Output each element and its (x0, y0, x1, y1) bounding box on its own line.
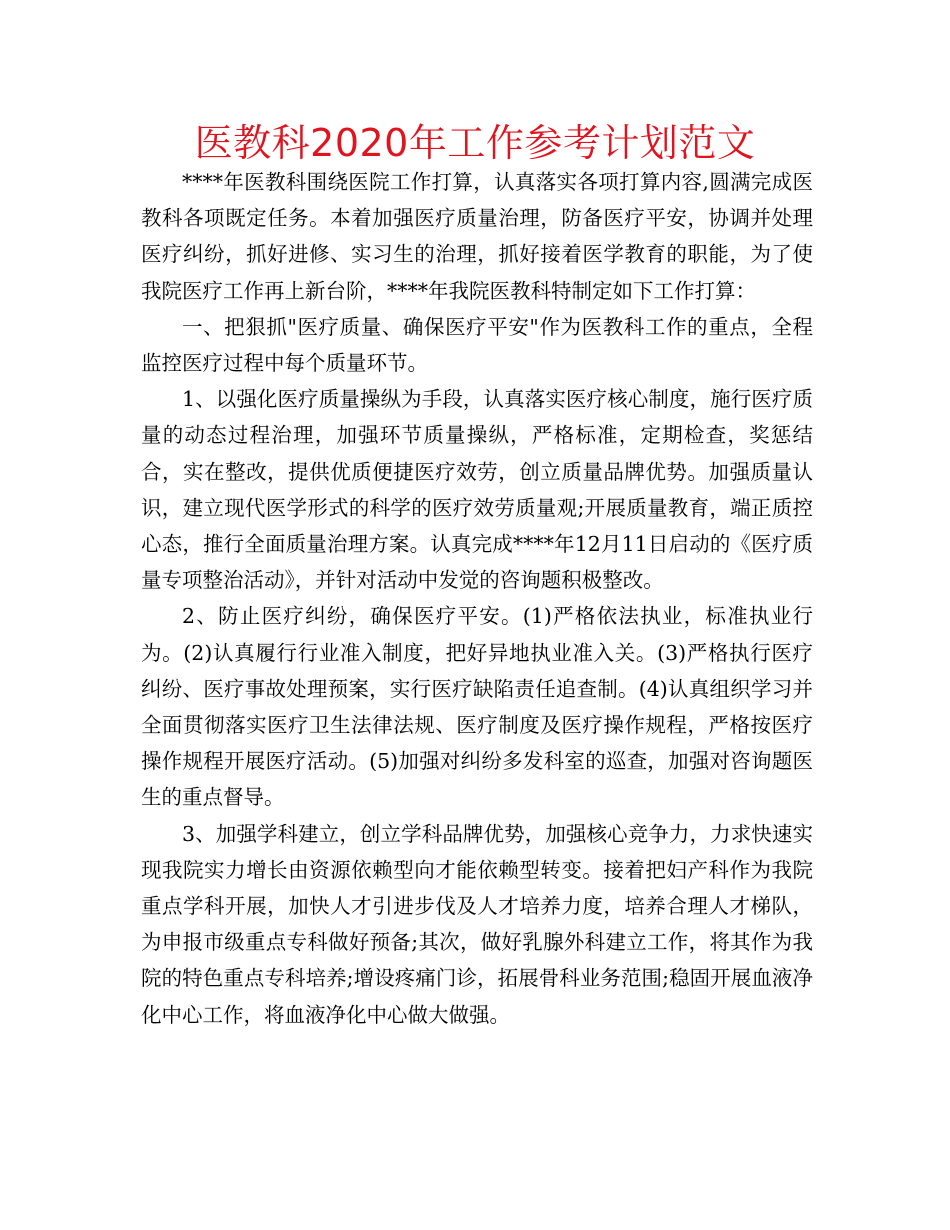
document-title: 医教科2020年工作参考计划范文 (194, 121, 756, 165)
intro-paragraph: ****年医教科围绕医院工作打算，认真落实各项打算内容,圆满完成医教科各项既定任务。本着加强医疗质量治理，防备医疗平安，协调并处理医疗纠纷，抓好进修、实习生的治理，抓好接着医学教育的职能，为了使我院医疗工作再上新台阶，****年我院医教科特制定如下工作打算： (141, 170, 813, 303)
section-1-heading-paragraph: 一、把狠抓"医疗质量、确保医疗平安"作为医教科工作的重点，全程监控医疗过程中每个质量环节。 (141, 314, 813, 376)
document-body (141, 164, 813, 1033)
item-3-paragraph: 3、加强学科建立，创立学科品牌优势，加强核心竞争力，力求快速实现我院实力增长由资源依赖型向才能依赖型转变。接着把妇产科作为我院重点学科开展，加快人才引进步伐及人才培养力度，培养合理人才梯队，为申报市级重点专科做好预备;其次，做好乳腺外科建立工作，将其作为我院的特色重点专科培养;增设疼痛门诊，拓展骨科业务范围;稳固开展血液净化中心工作，将血液净化中心做大做强。 (141, 821, 813, 1027)
item-1-paragraph: 1、以强化医疗质量操纵为手段，认真落实医疗核心制度，施行医疗质量的动态过程治理，加强环节质量操纵，严格标准，定期检查，奖惩结合，实在整改，提供优质便捷医疗效劳，创立质量品牌优势。加强质量认识，建立现代医学形式的科学的医疗效劳质量观;开展质量教育，端正质控心态，推行全面质量治理方案。认真完成****年12月11日启动的《医疗质量专项整治活动》，并针对活动中发觉的咨询题积极整改。 (141, 387, 813, 593)
item-2-paragraph: 2、防止医疗纠纷，确保医疗平安。(1)严格依法执业，标准执业行为。(2)认真履行行业准入制度，把好异地执业准入关。(3)严格执行医疗纠纷、医疗事故处理预案，实行医疗缺陷责任追查制。(4)认真组织学习并全面贯彻落实医疗卫生法律法规、医疗制度及医疗操作规程，严格按医疗操作规程开展医疗活动。(5)加强对纠纷多发科室的巡查，加强对咨询题医生的重点督导。 (141, 604, 813, 810)
